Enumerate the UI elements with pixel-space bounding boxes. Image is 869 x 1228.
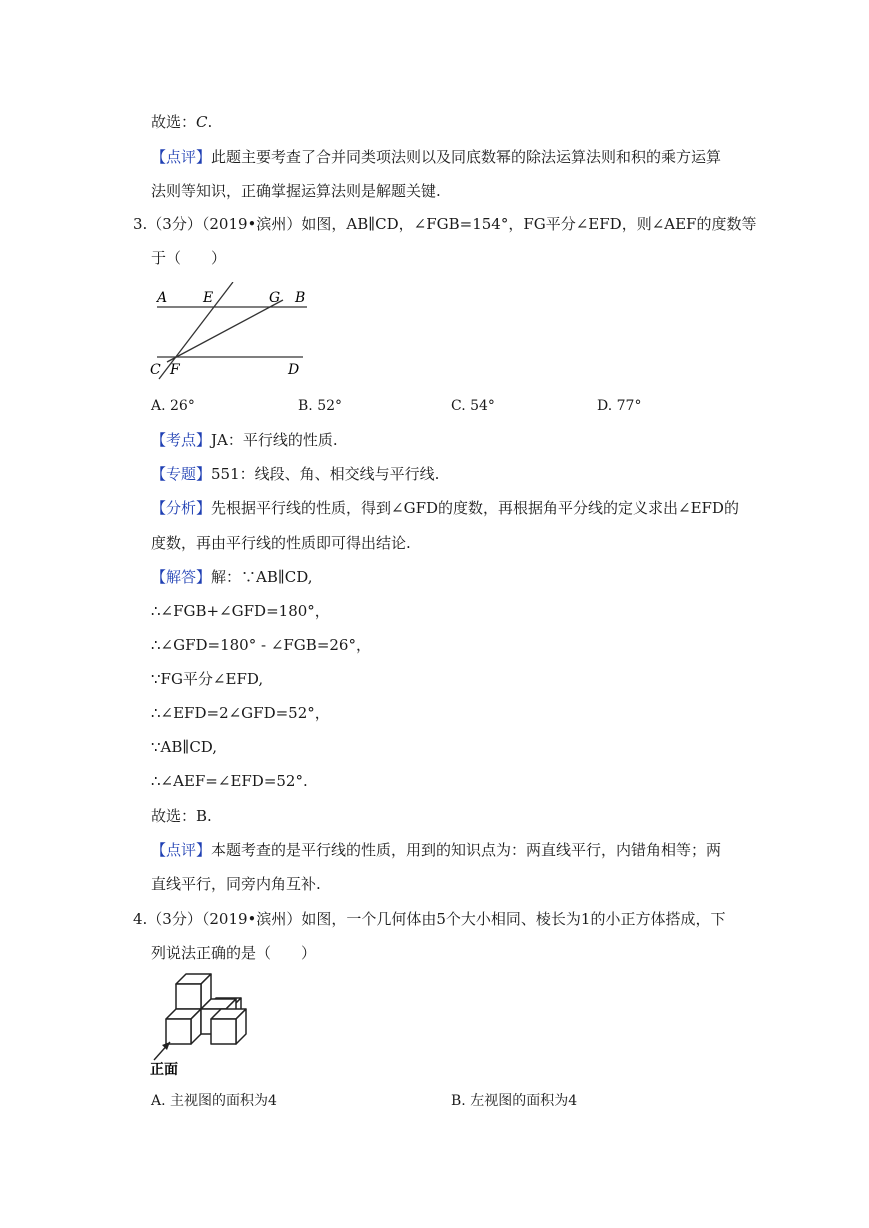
q3-solution-step: ∴∠FGB+∠GFD=180°， [151,602,330,620]
q4-stem-line2: 列说法正确的是（ ） [151,944,317,962]
q3-solution-step: ∴∠EFD=2∠GFD=52°， [151,704,330,722]
q3-option-b: B. 52° [298,398,343,414]
q3-dianping-line1 [151,840,809,860]
q3-dianping-line2: 直线平行，同旁内角互补. [151,875,321,893]
q3-solution-step: ∵AB∥CD, [151,738,218,756]
line-fg [167,300,283,362]
q3-zhuanti-text: 551：线段、角、相交线与平行线. [211,465,440,483]
q3-stem-line2: 于（ ） [151,249,227,267]
prev-review-tag: 【点评】 [151,148,212,166]
prev-review-text1: 此题主要考查了合并同类项法则以及同底数幂的除法运算法则和积的乘方运算 [211,148,722,166]
q3-jieda [151,567,809,587]
q4-option-b: B. 左视图的面积为4 [451,1093,578,1109]
q3-kaodian [151,430,809,450]
cube-right [211,1009,246,1044]
q4-figure [148,970,258,1078]
prev-choice-prefix: 故选： [151,113,197,131]
q3-fenxi-text1: 先根据平行线的性质，得到∠GFD的度数，再根据角平分线的定义求出∠EFD的 [211,499,739,517]
q3-solution-step: ∴∠AEF=∠EFD=52°. [151,772,308,790]
q3-dianping-tag: 【点评】 [151,841,212,859]
label-f: F [170,362,180,378]
q3-fenxi-line1 [151,498,809,518]
q3-figure [145,282,315,382]
q3-choice: 故选：B. [151,807,212,825]
q3-option-d: D. 77° [597,398,642,414]
q3-stem-line1: 3.（3分）（2019•滨州）如图，AB∥CD，∠FGB=154°，FG平分∠EFD，则∠AEF的度数等 [133,215,757,233]
q3-zhuanti [151,464,809,484]
q3-fenxi-tag: 【分析】 [151,499,212,517]
q4-stem-line1: 4.（3分）（2019•滨州）如图，一个几何体由5个大小相同、棱长为1的小正方体搭成，下 [133,910,726,928]
prev-choice [151,112,809,132]
prev-choice-suffix: . [207,113,213,131]
label-d: D [288,362,300,378]
q3-jieda-tag: 【解答】 [151,568,212,586]
label-a: A [157,290,168,306]
front-label: 正面 [150,1062,178,1078]
q3-dianping-text1: 本题考查的是平行线的性质，用到的知识点为：两直线平行，内错角相等；两 [211,841,722,859]
prev-review-line2: 法则等知识，正确掌握运算法则是解题关键. [151,182,441,200]
label-e: E [203,290,214,306]
q3-option-a: A. 26° [151,398,195,414]
q3-solution-step: 解：∵AB∥CD, [211,568,313,586]
q3-solution-step: ∵FG平分∠EFD, [151,670,264,688]
label-g: G [269,290,281,306]
cube-bottom-left [166,1009,201,1044]
q3-solution-step: ∴∠GFD=180° - ∠FGB=26°， [151,636,371,654]
q3-kaodian-tag: 【考点】 [151,431,212,449]
q3-zhuanti-tag: 【专题】 [151,465,212,483]
q4-option-a: A. 主视图的面积为4 [151,1093,277,1109]
prev-choice-letter: C [196,113,208,131]
q3-option-c: C. 54° [451,398,495,414]
label-b: B [295,290,306,306]
front-arrow-icon [154,1042,170,1060]
label-c: C [150,362,161,378]
q3-fenxi-line2: 度数，再由平行线的性质即可得出结论. [151,534,411,552]
q3-kaodian-text: JA：平行线的性质. [211,431,338,449]
prev-review-line1 [151,147,809,167]
